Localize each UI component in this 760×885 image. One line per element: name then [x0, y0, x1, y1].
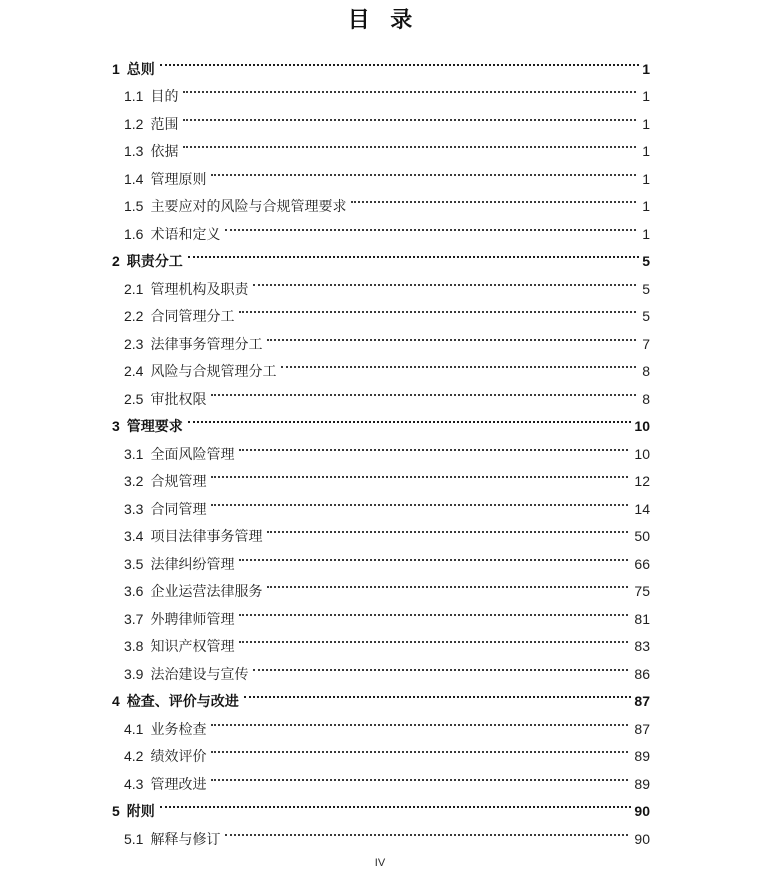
toc-leader-dots — [351, 201, 636, 203]
toc-entry — [112, 468, 650, 496]
toc-entry-label: 依据 — [150, 143, 179, 160]
toc-entry-page: 83 — [634, 638, 650, 655]
toc-entry-label: 合同管理 — [150, 500, 207, 517]
footer-page-number: IV — [374, 857, 386, 869]
toc-entry-page: 1 — [642, 198, 650, 215]
toc-entry — [112, 83, 650, 111]
page-title: 目 录 — [347, 7, 413, 32]
toc-leader-dots — [160, 64, 639, 66]
toc-entry-page: 8 — [642, 390, 650, 407]
toc-entry-number: 3.6 — [124, 583, 144, 600]
toc-entry-page: 89 — [634, 748, 650, 765]
toc-entry-number: 1.3 — [124, 143, 144, 160]
toc-entry-page: 10 — [634, 445, 650, 462]
toc-leader-dots — [267, 339, 636, 341]
toc-entry-number: 4.1 — [124, 720, 144, 737]
toc-entry-label: 法律事务管理分工 — [150, 335, 263, 352]
toc-entry — [112, 248, 650, 276]
toc-entry-number: 2.3 — [124, 335, 144, 352]
toc-entry — [112, 825, 650, 853]
toc-entry-page: 75 — [634, 583, 650, 600]
toc-entry-label: 风险与合规管理分工 — [150, 363, 277, 380]
toc-entry — [112, 770, 650, 798]
toc-entry-page: 89 — [634, 775, 650, 792]
toc-entry-page: 10 — [634, 418, 650, 435]
toc-entry — [112, 55, 650, 83]
toc-entry-label: 目的 — [150, 88, 179, 105]
toc-entry-label: 范围 — [150, 115, 179, 132]
toc-entry-label: 项目法律事务管理 — [150, 528, 263, 545]
toc-entry-page: 1 — [642, 60, 650, 77]
toc-entry — [112, 440, 650, 468]
toc-entry — [112, 550, 650, 578]
toc-leader-dots — [239, 449, 628, 451]
toc-entry-label: 总则 — [126, 60, 155, 77]
toc-entry-number: 3.1 — [124, 445, 144, 462]
toc-entry-number: 2.5 — [124, 390, 144, 407]
toc-entry-label: 知识产权管理 — [150, 638, 235, 655]
toc-entry-page: 5 — [642, 308, 650, 325]
toc-leader-dots — [253, 669, 628, 671]
toc-entry — [112, 688, 650, 716]
toc-entry-number: 3.8 — [124, 638, 144, 655]
toc-entry-page: 81 — [634, 610, 650, 627]
toc-entry-label: 法律纠纷管理 — [150, 555, 235, 572]
toc-entry — [112, 358, 650, 386]
toc-entry-label: 外聘律师管理 — [150, 610, 235, 627]
toc-entry — [112, 633, 650, 661]
toc-entry-label: 法治建设与宣传 — [150, 665, 249, 682]
toc-entry-page: 86 — [634, 665, 650, 682]
toc-entry — [112, 660, 650, 688]
toc-entry-label: 合规管理 — [150, 473, 207, 490]
toc-entry-label: 管理要求 — [126, 418, 183, 435]
toc-entry-number: 3.2 — [124, 473, 144, 490]
toc-entry-number: 2.2 — [124, 308, 144, 325]
toc-entry-page: 90 — [634, 830, 650, 847]
toc-entry-label: 全面风险管理 — [150, 445, 235, 462]
toc-entry-label: 管理原则 — [150, 170, 207, 187]
toc-entry-label: 审批权限 — [150, 390, 207, 407]
toc-entry — [112, 193, 650, 221]
toc-leader-dots — [239, 641, 628, 643]
toc-entry-number: 1.1 — [124, 88, 144, 105]
toc-entry — [112, 385, 650, 413]
toc-entry-page: 87 — [634, 693, 650, 710]
toc-entry-page: 1 — [642, 115, 650, 132]
toc-entry-number: 2.4 — [124, 363, 144, 380]
toc-entry-number: 4.3 — [124, 775, 144, 792]
toc-entry-label: 管理机构及职责 — [150, 280, 249, 297]
toc-leader-dots — [183, 91, 636, 93]
toc-entry-number: 5.1 — [124, 830, 144, 847]
toc-leader-dots — [211, 174, 636, 176]
toc-entry-label: 管理改进 — [150, 775, 207, 792]
toc-entry — [112, 165, 650, 193]
toc-leader-dots — [183, 146, 636, 148]
toc-entry-number: 2.1 — [124, 280, 144, 297]
toc-entry-label: 附则 — [126, 803, 155, 820]
toc-entry-page: 14 — [634, 500, 650, 517]
toc-entry-label: 职责分工 — [126, 253, 183, 270]
toc-entry-number: 4.2 — [124, 748, 144, 765]
toc-leader-dots — [188, 256, 639, 258]
toc-leader-dots — [211, 504, 628, 506]
toc-entry-number: 3.5 — [124, 555, 144, 572]
toc-entry-page: 87 — [634, 720, 650, 737]
toc-entry — [112, 605, 650, 633]
toc-leader-dots — [281, 366, 636, 368]
toc-entry-page: 50 — [634, 528, 650, 545]
toc-entry-number: 3.3 — [124, 500, 144, 517]
toc-entry-number: 3 — [112, 418, 120, 435]
toc-entry-page: 1 — [642, 225, 650, 242]
toc-leader-dots — [188, 421, 632, 423]
toc-leader-dots — [253, 284, 636, 286]
toc-entry — [112, 798, 650, 826]
toc-entry — [112, 303, 650, 331]
toc-entry-number: 1.4 — [124, 170, 144, 187]
toc-entry-label: 合同管理分工 — [150, 308, 235, 325]
toc-entry-page: 90 — [634, 803, 650, 820]
toc-entry-page: 1 — [642, 88, 650, 105]
toc-entry — [112, 523, 650, 551]
toc-entry-label: 术语和定义 — [150, 225, 221, 242]
toc-leader-dots — [244, 696, 632, 698]
toc-entry — [112, 220, 650, 248]
toc-leader-dots — [211, 724, 628, 726]
toc-entry-number: 1.5 — [124, 198, 144, 215]
toc-entry-number: 4 — [112, 693, 120, 710]
toc-entry — [112, 743, 650, 771]
toc-leader-dots — [239, 311, 636, 313]
toc-entry — [112, 495, 650, 523]
toc-entry-label: 业务检查 — [150, 720, 207, 737]
toc-entry-number: 5 — [112, 803, 120, 820]
toc-entry — [112, 275, 650, 303]
toc-entry — [112, 413, 650, 441]
toc-entry-page: 1 — [642, 170, 650, 187]
toc-leader-dots — [239, 614, 628, 616]
toc-entry-label: 检查、评价与改进 — [126, 693, 239, 710]
toc-entry-number: 2 — [112, 253, 120, 270]
toc-entry-number: 3.9 — [124, 665, 144, 682]
toc-entry-page: 1 — [642, 143, 650, 160]
toc-entry — [112, 578, 650, 606]
toc-entry-page: 12 — [634, 473, 650, 490]
toc-entry-number: 1.2 — [124, 115, 144, 132]
toc-leader-dots — [211, 394, 636, 396]
toc-leader-dots — [239, 559, 628, 561]
toc-entry-label: 主要应对的风险与合规管理要求 — [150, 198, 347, 215]
toc-entry-number: 3.4 — [124, 528, 144, 545]
toc-entry — [112, 715, 650, 743]
toc-leader-dots — [225, 229, 636, 231]
toc-entry — [112, 138, 650, 166]
toc-entry-page: 8 — [642, 363, 650, 380]
toc-leader-dots — [267, 531, 628, 533]
toc-leader-dots — [183, 119, 636, 121]
toc-entry-label: 绩效评价 — [150, 748, 207, 765]
toc-leader-dots — [211, 476, 628, 478]
toc-leader-dots — [225, 834, 628, 836]
toc-entry-number: 3.7 — [124, 610, 144, 627]
toc-entry-page: 66 — [634, 555, 650, 572]
toc-entry-label: 解释与修订 — [150, 830, 221, 847]
toc-entry-page: 7 — [642, 335, 650, 352]
toc-entry-page: 5 — [642, 253, 650, 270]
toc-entry-label: 企业运营法律服务 — [150, 583, 263, 600]
toc-entry-page: 5 — [642, 280, 650, 297]
toc-leader-dots — [267, 586, 628, 588]
toc-leader-dots — [211, 751, 628, 753]
toc-leader-dots — [211, 779, 628, 781]
toc-entry-number: 1.6 — [124, 225, 144, 242]
toc-entry — [112, 330, 650, 358]
toc-leader-dots — [160, 806, 632, 808]
toc-list — [112, 55, 650, 853]
toc-entry-number: 1 — [112, 60, 120, 77]
toc-entry — [112, 110, 650, 138]
